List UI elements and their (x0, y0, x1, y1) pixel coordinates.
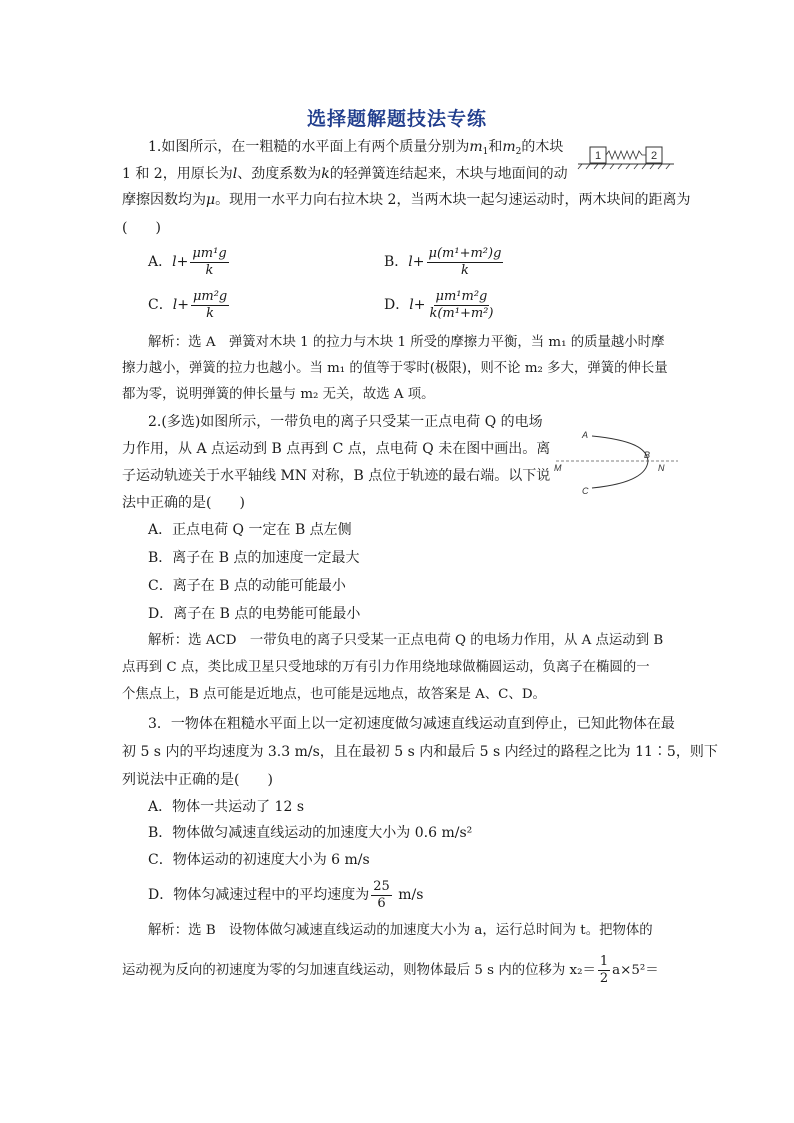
q1-option-c: C．l+ $\frac{\text{μm²g}}{k}$ (148, 288, 228, 321)
q2-option-a: A．正点电荷 Q 一定在 B 点左侧 (148, 522, 352, 538)
q2-line-3: 子运动轨迹关于水平轴线 MN 对称，B 点位于轨迹的最右端。以下说 (122, 468, 551, 484)
q2-line-2: 力作用，从 A 点运动到 B 点再到 C 点，点电荷 Q 未在图中画出。离 (122, 441, 551, 457)
q1-option-b: B．l+ $\frac{\text{μ(m¹+m²)g}}{k}$ (384, 245, 502, 278)
q2-option-d: D．离子在 B 点的电势能可能最小 (148, 606, 361, 622)
q3-analysis-2: 运动视为反向的初速度为零的匀加速直线运动，则物体最后 5 s 内的位移为 x₂＝ $\frac{1}{2}$ a×5²＝ (122, 954, 659, 986)
label-c: C (582, 486, 589, 496)
q3-option-c: C．物体运动的初速度大小为 6 m/s (148, 852, 370, 868)
q1-analysis-2: 擦力越小，弹簧的拉力也越小。当 m₁ 的值等于零时(极限)，则不论 m₂ 多大，弹簧的伸长量 (122, 361, 668, 376)
q3-line-3: 列说法中正确的是( ) (122, 772, 273, 788)
label-a: A (582, 430, 589, 440)
q1-line-4: ( ) (122, 220, 161, 236)
q3-line-1: 3．一物体在粗糙水平面上以一定初速度做匀减速直线运动直到停止，已知此物体在最 (148, 716, 675, 732)
q3-line-2: 初 5 s 内的平均速度为 3.3 m/s，且在最初 5 s 内和最后 5 s 内经过的路程之比为 11∶5，则下 (122, 744, 718, 760)
block-1-label: 1 (594, 150, 602, 162)
block-2-label: 2 (650, 150, 658, 162)
ion-trajectory (592, 436, 651, 488)
q1-analysis-1: 解析：选 A 弹簧对木块 1 的拉力与木块 1 所受的摩擦力平衡，当 m₁ 的质量越小时摩 (148, 335, 665, 350)
label-n: N (658, 463, 665, 473)
q1-line-3: 摩擦因数均为μ。现用一水平力向右拉木块 2，当两木块一起匀速运动时，两木块间的距离为 (122, 192, 691, 208)
label-b: B (644, 450, 651, 460)
q1-option-d: D．l+ $\frac{\text{μm¹m²g}}{\text{k(m¹+m²)}}$ (384, 288, 494, 321)
q1-line-2: 1 和 2，用原长为l、劲度系数为k的轻弹簧连结起来，木块与地面间的动 (122, 166, 568, 182)
q1-line-1: 1.如图所示，在一粗糙的水平面上有两个质量分别为$m_1$和$m_2$的木块 (148, 139, 564, 157)
q3-option-b: B．物体做匀减速直线运动的加速度大小为 0.6 m/s² (148, 825, 473, 841)
q2-line-4: 法中正确的是( ) (122, 495, 245, 511)
q2-line-1: 2.(多选)如图所示，一带负电的离子只受某一正点电荷 Q 的电场 (148, 414, 543, 430)
ion-trajectory-figure (552, 426, 682, 498)
q3-option-a: A．物体一共运动了 12 s (148, 799, 305, 815)
q2-analysis-2: 点再到 C 点，类比成卫星只受地球的万有引力作用绕地球做椭圆运动，负离子在椭圆的一 (122, 660, 650, 675)
q1-analysis-3: 都为零，说明弹簧的伸长量与 m₂ 无关，故选 A 项。 (122, 387, 435, 402)
q3-analysis-1: 解析：选 B 设物体做匀减速直线运动的加速度大小为 a，运行总时间为 t。把物体的 (148, 923, 653, 938)
label-m: M (554, 463, 562, 473)
q2-option-c: C．离子在 B 点的动能可能最小 (148, 578, 346, 594)
spring-blocks-figure (576, 140, 676, 170)
q2-analysis-3: 个焦点上，B 点可能是近地点，也可能是远地点，故答案是 A、C、D。 (122, 687, 546, 702)
q2-analysis-1: 解析：选 ACD 一带负电的离子只受某一正点电荷 Q 的电场力作用，从 A 点运动到 B (148, 633, 664, 648)
q3-option-d: D．物体匀减速过程中的平均速度为 $\frac{25}{6}$ m/s (148, 878, 424, 911)
spring (606, 151, 646, 159)
q2-option-b: B．离子在 B 点的加速度一定最大 (148, 550, 360, 566)
page-title: 选择题解题技法专练 (306, 108, 487, 130)
q1-option-a: A．l+ $\frac{\text{μm¹g}}{k}$ (148, 245, 227, 278)
